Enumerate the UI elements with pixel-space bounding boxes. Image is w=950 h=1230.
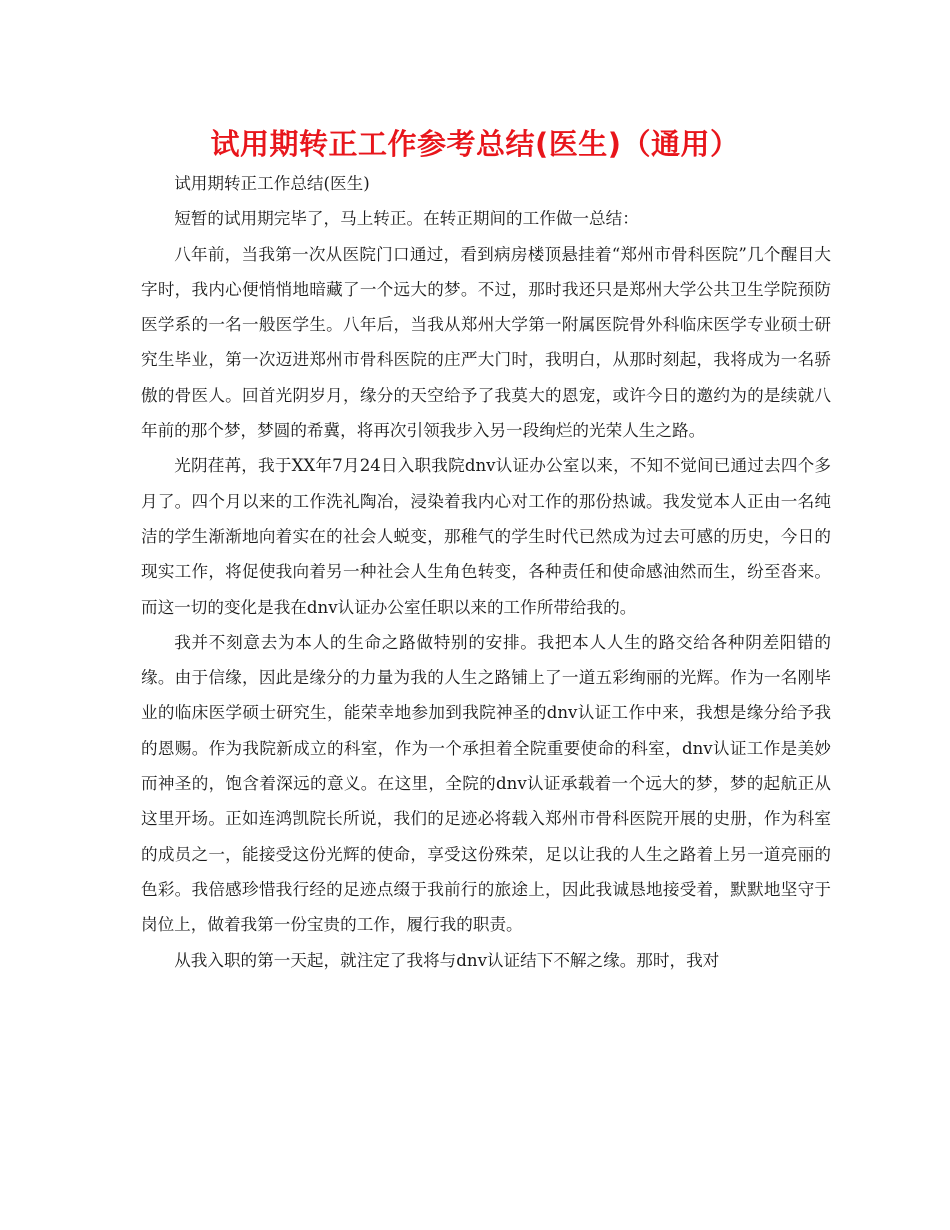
paragraph: 短暂的试用期完毕了，马上转正。在转正期间的工作做一总结： bbox=[174, 209, 639, 229]
paragraph: 从我入职的第一天起，就注定了我将与dnv认证结下不解之缘。那时，我对 bbox=[174, 950, 720, 970]
paragraph: 八年前，当我第一次从医院门口通过，看到病房楼顶悬挂着“郑州市骨科医院”几个醒目大字时，我内心便悄悄地暗藏了一个远大的梦。不过，那时我还只是郑州大学公共卫生学院预防医学系的一名一般医学生。八年后，当我从郑州大学第一附属医院骨外科临床医学专业硕士研究生毕业，第一次迈进郑州市骨科医院的庄严大门时，我明白，从那时刻起，我将成为一名骄傲的骨医人。回首光阴岁月，缘分的天空给予了我莫大的恩宠，或许今日的邀约为的是续就八年前的那个梦，梦圆的希冀，将再次引领我步入另一段绚烂的光荣人生之路。 bbox=[141, 244, 831, 441]
document-subtitle: 试用期转正工作总结(医生) bbox=[174, 174, 370, 193]
paragraph: 我并不刻意去为本人的生命之路做特别的安排。我把本人人生的路交给各种阴差阳错的缘。由于信缘，因此是缘分的力量为我的人生之路铺上了一道五彩绚丽的光辉。作为一名刚毕业的临床医学硕士研究生，能荣幸地参加到我院神圣的dnv认证工作中来，我想是缘分给予我的恩赐。作为我院新成立的科室，作为一个承担着全院重要使命的科室，dnv认证工作是美妙而神圣的，饱含着深远的意义。在这里，全院的dnv认证承载着一个远大的梦，梦的起航正从这里开场。正如连鸿凯院长所说，我们的足迹必将载入郑州市骨科医院开展的史册，作为科室的成员之一，能接受这份光辉的使命，享受这份殊荣，足以让我的人生之路着上另一道亮丽的色彩。我倍感珍惜我行经的足迹点缀于我前行的旅途上，因此我诚恳地接受着，默默地坚守于岗位上，做着我第一份宝贵的工作，履行我的职责。 bbox=[141, 632, 831, 935]
document-body bbox=[141, 166, 831, 978]
paragraph: 光阴荏苒，我于XX年7月24日入职我院dnv认证办公室以来，不知不觉间已通过去四个多月了。四个月以来的工作洗礼陶冶，浸染着我内心对工作的那份热诚。我发觉本人正由一名纯洁的学生渐渐地向着实在的社会人蜕变，那稚气的学生时代已然成为过去可感的历史，今日的现实工作，将促使我向着另一种社会人生角色转变，各种责任和使命感油然而生，纷至沓来。而这一切的变化是我在dnv认证办公室任职以来的工作所带给我的。 bbox=[141, 456, 831, 617]
document-title: 试用期转正工作参考总结(医生)（通用） bbox=[210, 127, 740, 161]
